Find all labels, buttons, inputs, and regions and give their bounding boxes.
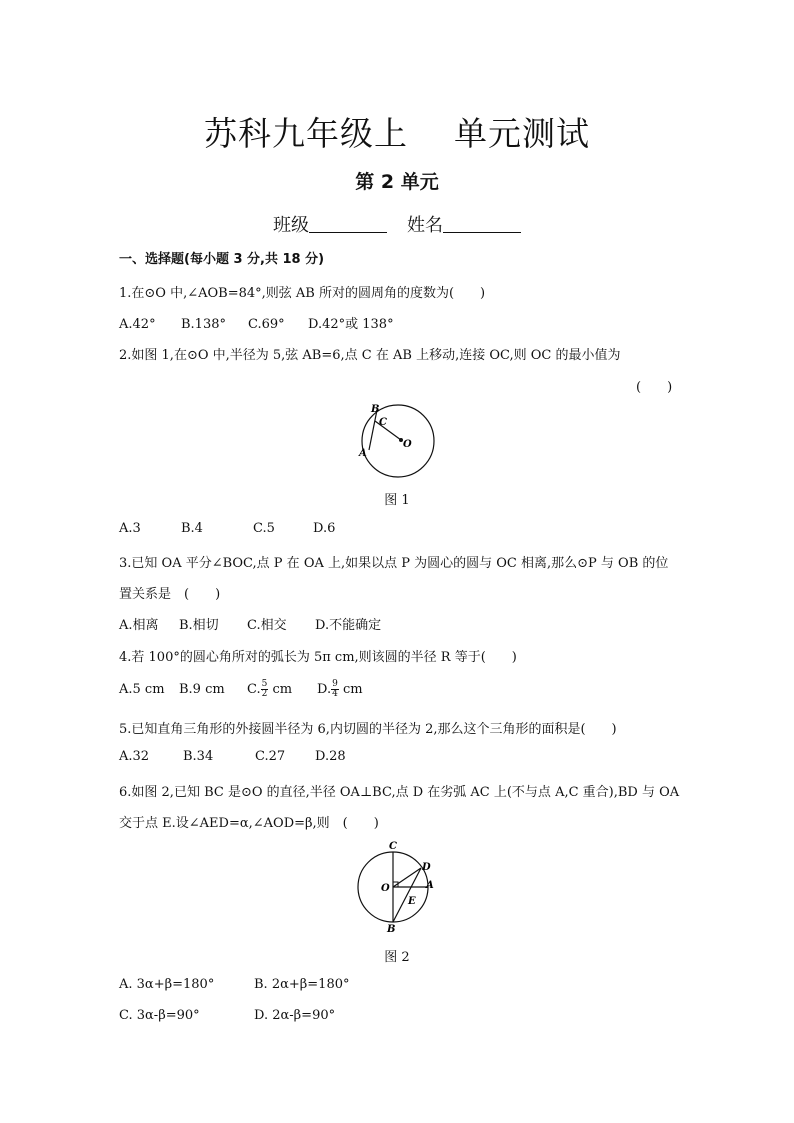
title-course: 苏科九年级上: [204, 114, 408, 153]
name-blank[interactable]: [443, 214, 521, 233]
q2-option-b: B.4: [181, 521, 203, 536]
q6-option-a: A. 3α+β=180°: [119, 977, 215, 992]
q6-option-d: D. 2α-β=90°: [254, 1008, 336, 1023]
label-b: B: [387, 924, 396, 934]
q5-option-d: D.28: [315, 749, 346, 764]
question-6-options-row1: [119, 977, 349, 992]
question-1-options: [119, 313, 394, 332]
figure-2-caption: 图 2: [384, 950, 410, 965]
class-label: 班级: [273, 215, 309, 236]
q3-option-a: A.相离: [119, 618, 159, 633]
q3-option-d: D.不能确定: [315, 618, 382, 633]
question-3-text-line1: 3.已知 OA 平分∠BOC,点 P 在 OA 上,如果以点 P 为圆心的圆与 OC 相离,那么⊙P 与 OB 的位: [119, 556, 669, 571]
q2-option-a: A.3: [119, 521, 141, 536]
fraction-5-over-2: $\frac{5}{2}$: [261, 679, 268, 699]
label-e: E: [408, 896, 416, 907]
question-6-text-line1: 6.如图 2,已知 BC 是⊙O 的直径,半径 OA⊥BC,点 D 在劣弧 AC 上(不与点 A,C 重合),BD 与 OA: [119, 785, 680, 800]
question-3-text-line2: 置关系是 ( ): [119, 587, 221, 602]
student-info-line: [0, 211, 794, 237]
q1-option-d: D.42°或 138°: [308, 317, 394, 332]
q1-option-a: A.42°: [119, 317, 156, 332]
question-4-text: 4.若 100°的圆心角所对的弧长为 5π cm,则该圆的半径 R 等于( ): [119, 650, 517, 665]
question-2-options: [119, 521, 335, 536]
q5-option-b: B.34: [183, 749, 214, 764]
question-6-options-row2: [119, 1008, 335, 1023]
question-3-options: [119, 614, 381, 633]
title-test: 单元测试: [454, 114, 590, 153]
question-2-text: 2.如图 1,在⊙O 中,半径为 5,弦 AB=6,点 C 在 AB 上移动,连接 OC,则 OC 的最小值为: [119, 348, 621, 363]
question-4-options: [119, 680, 363, 699]
figure-2: [354, 838, 444, 934]
q4-option-c: C. $\frac{5}{2}$ cm: [247, 679, 293, 699]
radius-od: [393, 868, 421, 887]
q1-option-c: C.69°: [248, 317, 285, 332]
q6-option-b: B. 2α+β=180°: [254, 977, 350, 992]
label-o: O: [403, 439, 412, 450]
fraction-9-over-4: $\frac{9}{4}$: [332, 679, 338, 699]
name-label: 姓名: [407, 215, 443, 236]
label-b: B: [371, 404, 380, 415]
label-c: C: [379, 417, 387, 428]
label-o: O: [381, 883, 390, 894]
question-6-text-line2: 交于点 E.设∠AED=α,∠AOD=β,则 ( ): [119, 816, 379, 831]
q3-option-b: B.相切: [179, 618, 219, 633]
figure-1: [355, 398, 445, 484]
q2-option-d: D.6: [313, 521, 336, 536]
q5-option-c: C.27: [255, 749, 286, 764]
q1-option-b: B.138°: [181, 317, 226, 332]
q6-option-c: C. 3α-β=90°: [119, 1008, 200, 1023]
q4-option-b: B.9 cm: [179, 682, 225, 697]
unit-subtitle: 第 2 单元: [355, 171, 439, 193]
section-heading: 一、选择题(每小题 3 分,共 18 分): [119, 252, 325, 267]
q5-option-a: A.32: [119, 749, 150, 764]
label-c: C: [389, 841, 397, 852]
question-1-text: 1.在⊙O 中,∠AOB=84°,则弦 AB 所对的圆周角的度数为( ): [119, 286, 486, 301]
label-a: A: [359, 448, 367, 459]
q2-option-c: C.5: [253, 521, 275, 536]
chord-ab: [369, 410, 377, 450]
question-2-answer-paren: ( ): [636, 380, 673, 395]
page-title: [0, 108, 794, 155]
q4-option-d: D. $\frac{9}{4}$ cm: [317, 679, 363, 699]
q4-option-a: A.5 cm: [119, 682, 165, 697]
chord-bd: [393, 868, 421, 922]
class-blank[interactable]: [309, 214, 387, 233]
label-d: D: [422, 862, 431, 873]
question-5-options: [119, 749, 346, 764]
label-a: A: [426, 880, 434, 891]
figure-1-caption: 图 1: [384, 493, 410, 508]
question-5-text: 5.已知直角三角形的外接圆半径为 6,内切圆的半径为 2,那么这个三角形的面积是( ): [119, 722, 617, 737]
figure-1-circle: [362, 405, 434, 477]
q3-option-c: C.相交: [247, 618, 287, 633]
